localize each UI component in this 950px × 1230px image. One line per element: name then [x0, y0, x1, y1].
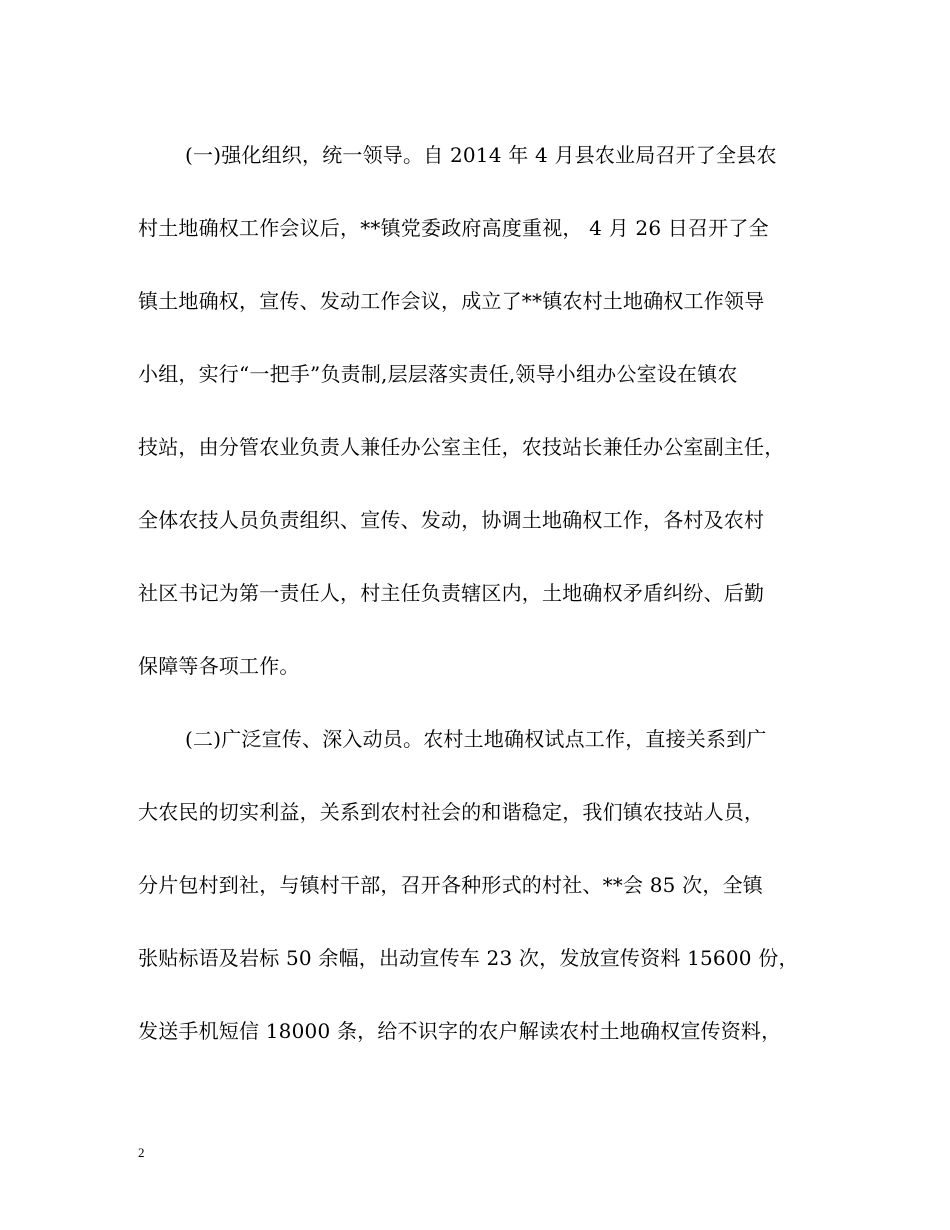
paragraph-1-line-6: 全体农技人员负责组织、宣传、发动，协调土地确权工作，各村及农村 [138, 508, 765, 532]
page-number: 2 [138, 1145, 145, 1160]
paragraph-1-line-3: 镇土地确权，宣传、发动工作会议，成立了**镇农村土地确权工作领导 [138, 289, 765, 313]
paragraph-1-line-5: 技站，由分管农业负责人兼任办公室主任，农技站长兼任办公室副主任， [138, 435, 785, 459]
paragraph-2-line-4: 张贴标语及岩标 50 余幅，出动宣传车 23 次，发放宣传资料 15600 份， [138, 946, 799, 970]
paragraph-1-line-1: (一)强化组织，统一领导。自 2014 年 4 月县农业局召开了全县农 [185, 143, 777, 167]
paragraph-2-line-2: 大农民的切实利益，关系到农村社会的和谐稳定，我们镇农技站人员， [138, 800, 765, 824]
paragraph-1-line-2: 村土地确权工作会议后，**镇党委政府高度重视， 4 月 26 日召开了全 [138, 216, 769, 240]
paragraph-1-line-4: 小组，实行“一把手”负责制,层层落实责任,领导小组办公室设在镇农 [138, 362, 738, 386]
paragraph-2-line-1: (二)广泛宣传、深入动员。农村土地确权试点工作，直接关系到广 [185, 727, 767, 751]
paragraph-1-line-7: 社区书记为第一责任人，村主任负责辖区内，土地确权矛盾纠纷、后勤 [138, 581, 765, 605]
paragraph-2-line-3: 分片包村到社，与镇村干部，召开各种形式的村社、**会 85 次，全镇 [138, 873, 763, 897]
paragraph-2-line-5: 发送手机短信 18000 条，给不识字的农户解读农村土地确权宣传资料， [138, 1019, 782, 1043]
paragraph-1-line-8: 保障等各项工作。 [138, 654, 300, 678]
